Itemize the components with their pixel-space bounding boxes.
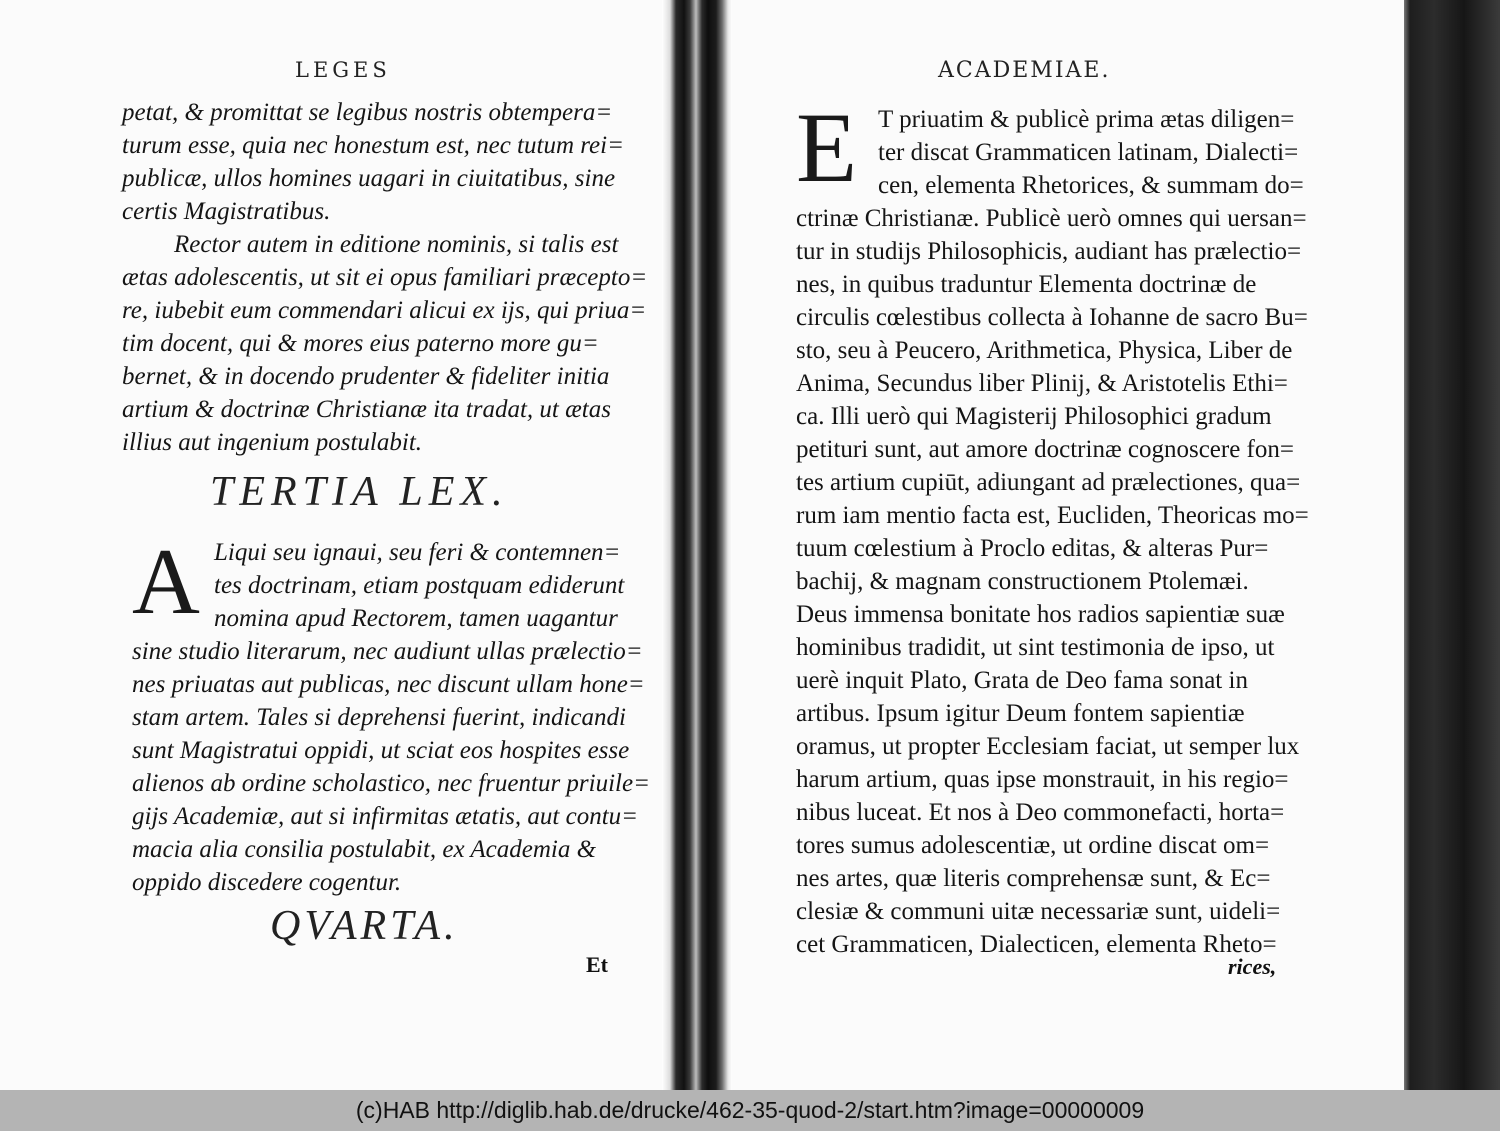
text-line: tuum cœlestium à Proclo editas, & alteras Pur= xyxy=(796,535,1269,562)
text-line: nomina apud Rectorem, tamen uagantur xyxy=(214,605,618,632)
text-line: rum iam mentio facta est, Eucliden, Theoricas mo= xyxy=(796,502,1309,529)
text-line: T priuatim & publicè prima ætas diligen= xyxy=(878,106,1295,133)
text-line: cet Grammaticen, Dialecticen, elementa Rheto= xyxy=(796,931,1277,958)
text-line: tes doctrinam, etiam postquam ediderunt xyxy=(214,572,625,599)
right-catchword: rices, xyxy=(1228,954,1277,979)
text-line: oramus, ut propter Ecclesiam faciat, ut semper lux xyxy=(796,733,1300,760)
text-line: turum esse, quia nec honestum est, nec tutum rei= xyxy=(122,132,624,159)
text-line: macia alia consilia postulabit, ex Academia & xyxy=(132,836,597,863)
right-running-header: ACADEMIAE. xyxy=(938,58,1111,83)
text-line: oppido discedere cogentur. xyxy=(132,869,402,896)
drop-cap-e: E xyxy=(796,92,858,203)
left-page xyxy=(80,0,650,1090)
left-paragraph-2 xyxy=(132,530,652,899)
text-line: nes artes, quæ literis comprehensæ sunt, & Ec= xyxy=(796,865,1271,892)
text-line: publicæ, ullos homines uagari in ciuitatibus, sine xyxy=(122,165,616,192)
text-line: certis Magistratibus. xyxy=(122,198,331,225)
text-line: cen, elementa Rhetorices, & summam do= xyxy=(878,172,1304,199)
text-line: Deus immensa bonitate hos radios sapientiæ suæ xyxy=(796,601,1285,628)
text-line: illius aut ingenium postulabit. xyxy=(122,429,423,456)
copyright-footer: (c)HAB http://diglib.hab.de/drucke/462-35-quod-2/start.htm?image=00000009 xyxy=(0,1090,1500,1131)
text-line: ter discat Grammaticen latinam, Dialecti= xyxy=(878,139,1299,166)
text-line: Liqui seu ignaui, seu feri & contemnen= xyxy=(214,539,621,566)
text-line: tores sumus adolescentiæ, ut ordine discat om= xyxy=(796,832,1270,859)
text-line: Rector autem in editione nominis, si talis est xyxy=(174,231,619,258)
text-line: tes artium cupiūt, adiungant ad prælectiones, qua= xyxy=(796,469,1301,496)
text-line: sto, seu à Peucero, Arithmetica, Physica, Liber de xyxy=(796,337,1293,364)
left-running-header: LEGES xyxy=(295,58,391,82)
text-line: circulis cœlestibus collecta à Iohanne de sacro Bu= xyxy=(796,304,1308,331)
text-line: ctrinæ Christianæ. Publicè uerò omnes qui uersan= xyxy=(796,205,1307,232)
left-catchword: Et xyxy=(586,952,608,977)
left-paragraph-1 xyxy=(122,96,648,459)
text-line: Anima, Secundus liber Plinij, & Aristotelis Ethi= xyxy=(796,370,1288,397)
right-page xyxy=(770,0,1310,1090)
text-line: artibus. Ipsum igitur Deum fontem sapientiæ xyxy=(796,700,1245,727)
text-line: bernet, & in docendo prudenter & fideliter initia xyxy=(122,363,610,390)
text-line: ca. Illi uerò qui Magisterij Philosophici gradum xyxy=(796,403,1272,430)
text-line: clesiæ & communi uitæ necessariæ sunt, uideli= xyxy=(796,898,1281,925)
section-heading-quarta: QVARTA. xyxy=(270,903,459,949)
right-paragraph xyxy=(796,103,1316,961)
text-line: petat, & promittat se legibus nostris obtempera= xyxy=(122,99,613,126)
text-line: artium & doctrinæ Christianæ ita tradat, ut ætas xyxy=(122,396,611,423)
text-line: sunt Magistratui oppidi, ut sciat eos hospites esse xyxy=(132,737,630,764)
text-line: ætas adolescentis, ut sit ei opus familiari præcepto= xyxy=(122,264,648,291)
text-line: sine studio literarum, nec audiunt ullas prælectio= xyxy=(132,638,643,665)
text-line: nes priuatas aut publicas, nec discunt ullam hone= xyxy=(132,671,645,698)
text-line: gijs Academiæ, aut si infirmitas ætatis, aut contu= xyxy=(132,803,639,830)
text-line: re, iubebit eum commendari alicui ex ijs, qui priua= xyxy=(122,297,647,324)
book-gutter xyxy=(662,0,732,1090)
text-line: nes, in quibus traduntur Elementa doctrinæ de xyxy=(796,271,1257,298)
drop-cap-a: A xyxy=(132,530,200,634)
text-line: tur in studijs Philosophicis, audiant has prælectio= xyxy=(796,238,1302,265)
text-line: tim docent, qui & mores eius paterno more gu= xyxy=(122,330,599,357)
text-line: petituri sunt, aut amore doctrinæ cognoscere fon= xyxy=(796,436,1294,463)
text-line: bachij, & magnam constructionem Ptolemæi. xyxy=(796,568,1249,595)
text-line: alienos ab ordine scholastico, nec fruentur priuile= xyxy=(132,770,650,797)
page-edge-shadow xyxy=(1404,0,1500,1090)
text-line: stam artem. Tales si deprehensi fuerint, indicandi xyxy=(132,704,626,731)
text-line: hominibus tradidit, ut sint testimonia de ipso, ut xyxy=(796,634,1275,661)
text-line: nibus luceat. Et nos à Deo commonefacti, horta= xyxy=(796,799,1285,826)
text-line: harum artium, quas ipse monstrauit, in his regio= xyxy=(796,766,1289,793)
section-heading-tertia-lex: TERTIA LEX. xyxy=(210,469,509,515)
text-line: uerè inquit Plato, Grata de Deo fama sonat in xyxy=(796,667,1248,694)
